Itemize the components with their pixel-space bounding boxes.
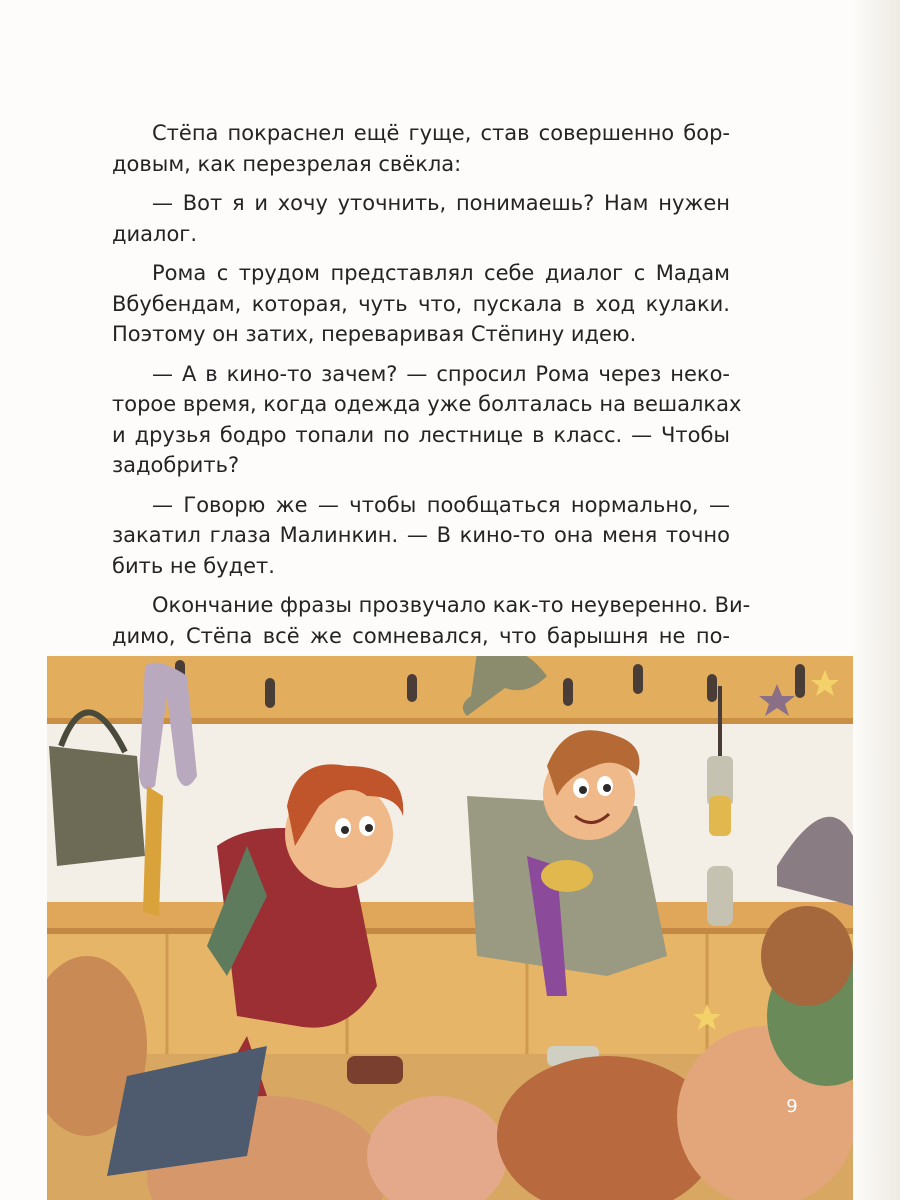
rail-shadow xyxy=(47,718,853,724)
page-number: 9 xyxy=(786,1096,798,1117)
text-line: довым, как перезрелая свёкла: xyxy=(112,151,462,176)
page-edge-shadow xyxy=(852,0,900,1200)
text-line: — А в кино-то зачем? — спросил Рома через неко- xyxy=(152,361,730,386)
text-line: Стёпа покраснел ещё гуще, став совершенно бор- xyxy=(152,121,730,145)
text-line: — Вот я и хочу уточнить, понимаешь? Нам нужен xyxy=(152,191,730,215)
text-line: задобрить? xyxy=(112,453,240,477)
text-line: торое время, когда одежда уже болталась на вешалках xyxy=(112,392,742,416)
paragraph-4 xyxy=(112,359,742,481)
text-line: димо, Стёпа всё же сомневался, что барышня не по- xyxy=(112,623,730,648)
cloakroom-illustration xyxy=(47,656,853,1200)
bench-shadow xyxy=(47,928,853,934)
paragraph-3 xyxy=(112,258,730,350)
text-line: Рома с трудом представлял себе диалог с Мадам xyxy=(152,261,730,285)
hanging-bag xyxy=(49,746,145,866)
text-line: бить не будет. xyxy=(112,553,275,578)
text-line: Вбубендам, которая, чуть что, пускала в ход кулаки. xyxy=(112,291,730,316)
paragraph-2 xyxy=(112,188,730,249)
text-line: и друзья бодро топали по лестнице в класс. — Чтобы xyxy=(112,422,730,447)
illustration-svg xyxy=(47,656,853,1200)
paragraph-5 xyxy=(112,490,730,582)
mitten xyxy=(707,866,733,926)
story-text xyxy=(112,118,751,691)
text-line: диалог. xyxy=(112,221,198,246)
text-line: — Говорю же — чтобы пообщаться нормально, — xyxy=(152,492,730,517)
text-line: Окончание фразы прозвучало как-то неуверенно. Ви- xyxy=(152,593,751,617)
paragraph-1 xyxy=(112,118,730,179)
text-line: закатил глаза Малинкин. — В кино-то она меня точно xyxy=(112,523,730,547)
text-line: Поэтому он затих, переваривая Стёпину идею. xyxy=(112,322,637,346)
